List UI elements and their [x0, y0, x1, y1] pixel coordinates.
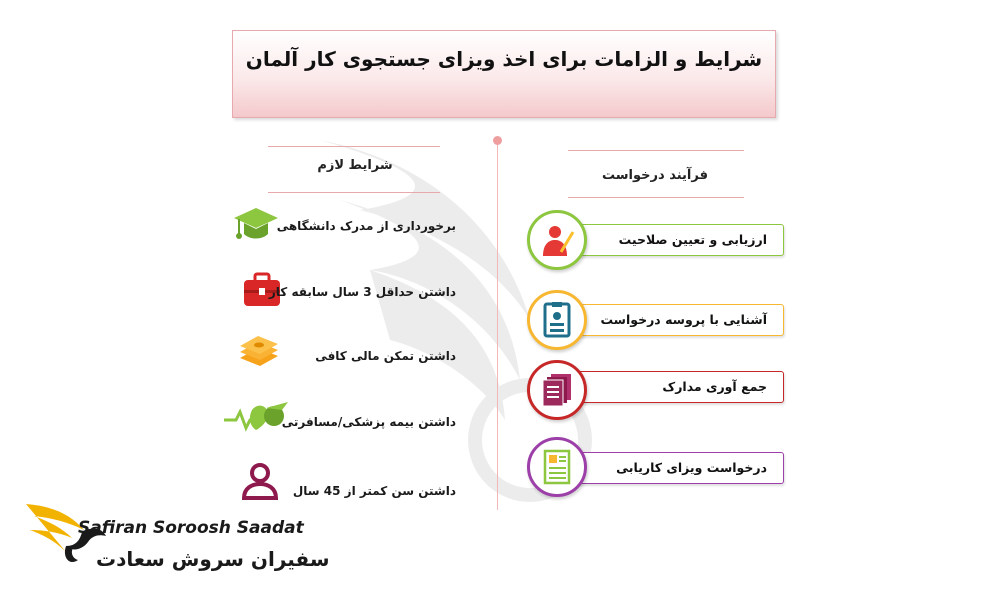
logo-name-en: Safiran Soroosh Saadat — [78, 518, 304, 538]
requirements-heading: شرایط لازم — [317, 158, 393, 173]
process-step-box — [560, 304, 784, 336]
process-step-circle — [527, 437, 587, 497]
requirement-item: داشتن سن کمتر از 45 سال — [292, 484, 456, 498]
process-step-box — [560, 224, 784, 256]
process-heading-line-top — [568, 150, 744, 151]
process-step-label: جمع آوری مدارک — [662, 379, 767, 394]
id-card-icon — [539, 302, 575, 338]
documents-icon — [539, 372, 575, 408]
divider-top-dot — [493, 136, 502, 145]
process-step-circle — [527, 290, 587, 350]
process-step-label: درخواست ویزای کاریابی — [616, 460, 767, 475]
process-step-circle — [527, 210, 587, 270]
process-step-label: آشنایی با پروسه درخواست — [600, 312, 767, 327]
process-step-label: ارزیابی و تعیین صلاحیت — [618, 232, 767, 247]
process-heading-line-bottom — [568, 197, 744, 198]
requirement-item: داشتن تمکن مالی کافی — [315, 349, 456, 363]
page-title: شرایط و الزامات برای اخذ ویزای جستجوی کار آلمان — [245, 47, 763, 71]
center-divider — [497, 140, 498, 510]
process-step-circle — [527, 360, 587, 420]
process-step-box — [560, 371, 784, 403]
requirements-heading-line-top — [268, 146, 440, 147]
requirements-heading-line-bottom — [268, 192, 440, 193]
requirement-item: برخورداری از مدرک دانشگاهی — [276, 219, 456, 233]
process-step-box — [560, 452, 784, 484]
requirement-item: داشتن بیمه پزشکی/مسافرتی — [281, 415, 456, 429]
logo-name-fa: سفیران سروش سعادت — [96, 547, 330, 571]
title-banner — [232, 30, 776, 118]
requirement-item: داشتن حداقل 3 سال سابقه کار — [268, 285, 456, 299]
process-heading: فرآیند درخواست — [602, 168, 708, 183]
application-form-icon — [539, 449, 575, 485]
assessment-person-icon — [539, 222, 575, 258]
